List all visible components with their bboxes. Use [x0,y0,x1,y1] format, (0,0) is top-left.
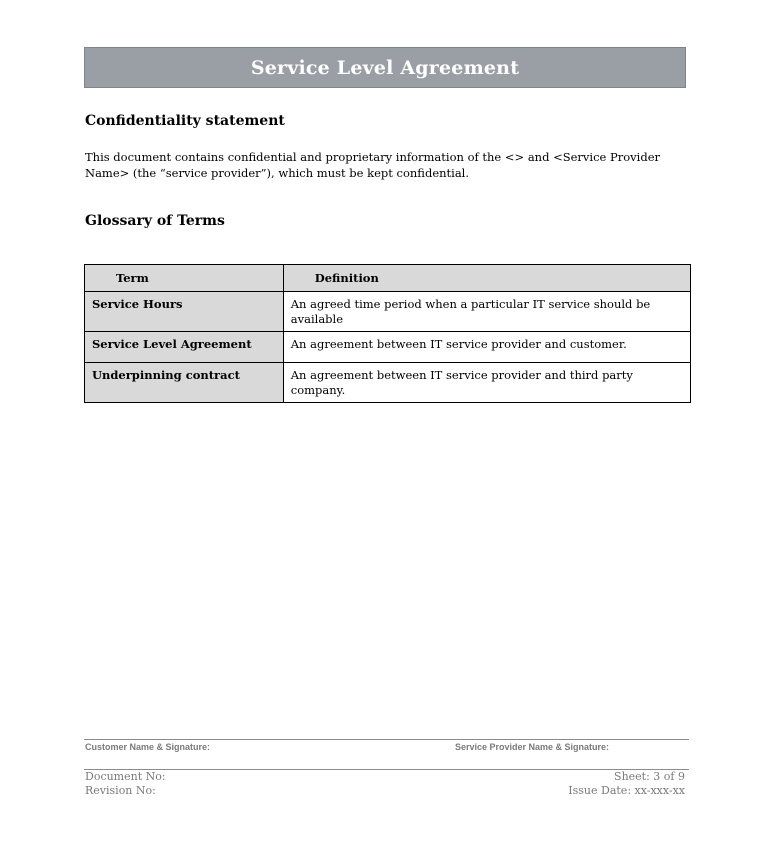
provider-signature-label: Service Provider Name & Signature: [455,742,610,752]
term-cell: Service Hours [85,292,284,332]
glossary-table [84,264,691,403]
glossary-heading: Glossary of Terms [85,213,225,229]
confidentiality-heading: Confidentiality statement [85,113,285,129]
definition-cell: An agreement between IT service provider and customer. [283,332,690,363]
footer-divider-top [84,739,689,740]
customer-signature-label: Customer Name & Signature: [85,742,211,752]
table-row [85,332,691,363]
issue-date: Issue Date: xx-xxx-xx [568,784,685,797]
document-number-label: Document No: [85,770,166,783]
table-row [85,292,691,332]
table-row [85,363,691,403]
column-header-definition: Definition [283,265,690,292]
table-header-row [85,265,691,292]
definition-cell: An agreement between IT service provider and third party company. [283,363,690,403]
revision-number-label: Revision No: [85,784,156,797]
term-cell: Service Level Agreement [85,332,284,363]
confidentiality-text: This document contains confidential and proprietary information of the <> and <Service Provider Name> (the “service provider”), which must be kept confidential. [85,150,660,180]
column-header-term: Term [85,265,284,292]
document-title: Service Level Agreement [250,56,520,79]
sheet-number: Sheet: 3 of 9 [614,770,685,783]
term-cell: Underpinning contract [85,363,284,403]
title-banner [84,47,686,88]
definition-cell: An agreed time period when a particular IT service should be available [283,292,690,332]
footer-divider-bottom [84,769,689,770]
